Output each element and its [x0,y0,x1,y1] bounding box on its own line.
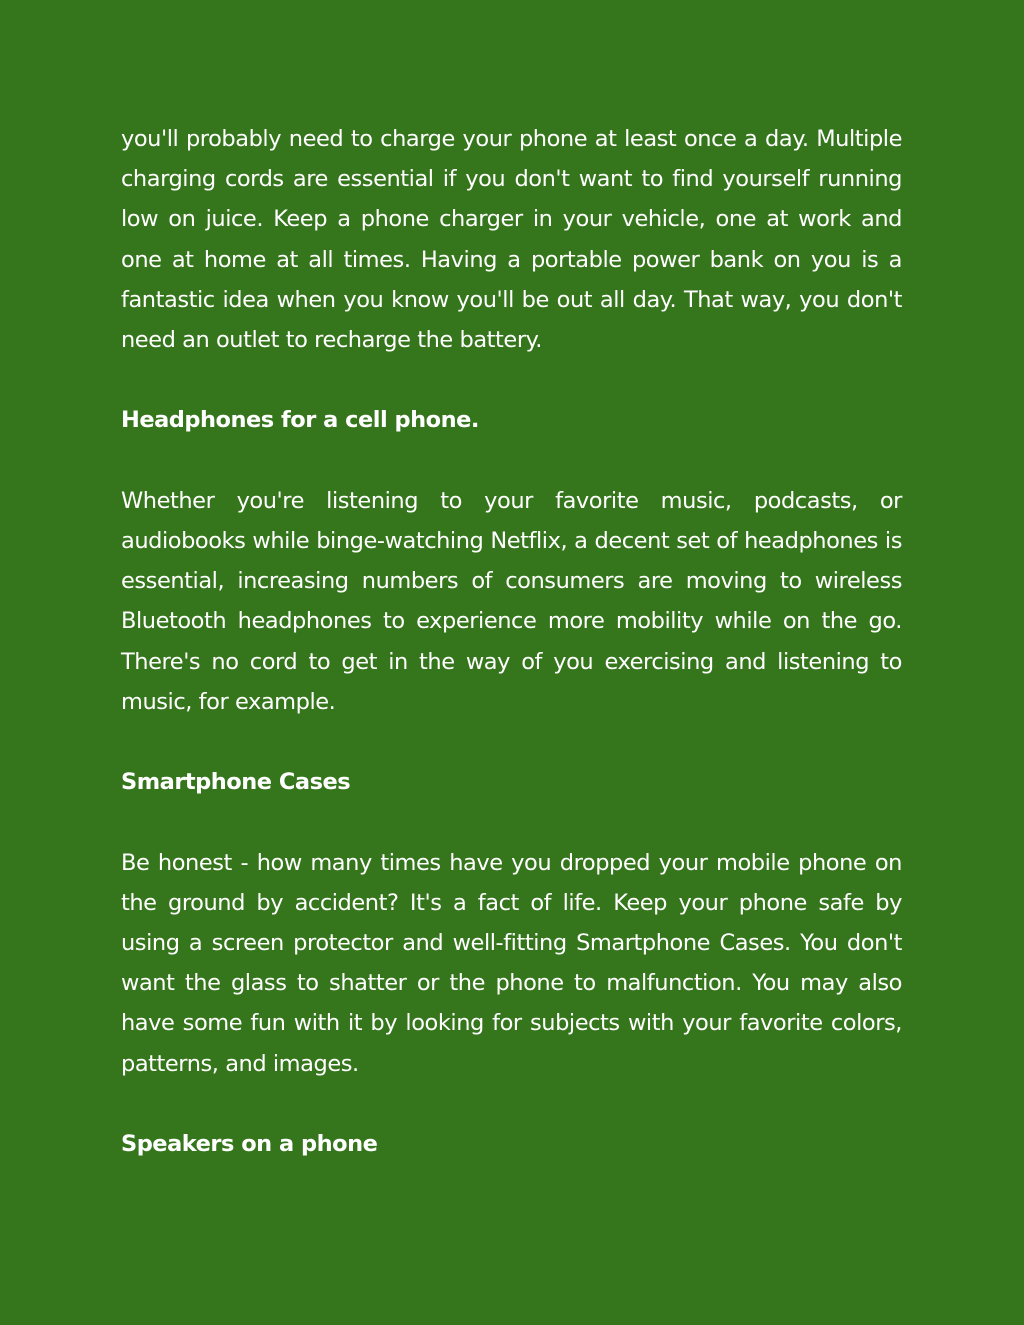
heading-headphones: Headphones for a cell phone. [121,407,479,434]
paragraph-phone-charging: you'll probably need to charge your phone at least once a day. Multiple charging cords are essential if you don't want to find yourself running low on juice. Keep a phone charger in your vehicle, one at work and one at home at all times. Having a portable power bank on you is a fantastic idea when you know you'll be out all day. That way, you don't need an outlet to recharge the battery. [121,126,902,354]
paragraph-smartphone-cases: Be honest - how many times have you dropped your mobile phone on the ground by accident? It's a fact of life. Keep your phone safe by using a screen protector and well-fitting Smartphone Cases. You don't want the glass to shatter or the phone to malfunction. You may also have some fun with it by looking for subjects with your favorite colors, patterns, and images. [121,849,902,1077]
heading-speakers: Speakers on a phone [121,1131,378,1157]
spacer [121,722,902,762]
document-body [121,119,902,1164]
spacer [121,360,902,400]
spacer [121,441,902,481]
spacer [121,1084,902,1124]
spacer [121,802,902,842]
paragraph-headphones: Whether you're listening to your favorite music, podcasts, or audiobooks while binge-watching Netflix, a decent set of headphones is essential, increasing numbers of consumers are moving to wireless Bluetooth headphones to experience more mobility while on the go. There's no cord to get in the way of you exercising and listening to music, for example. [121,487,902,715]
heading-smartphone-cases: Smartphone Cases [121,769,351,796]
